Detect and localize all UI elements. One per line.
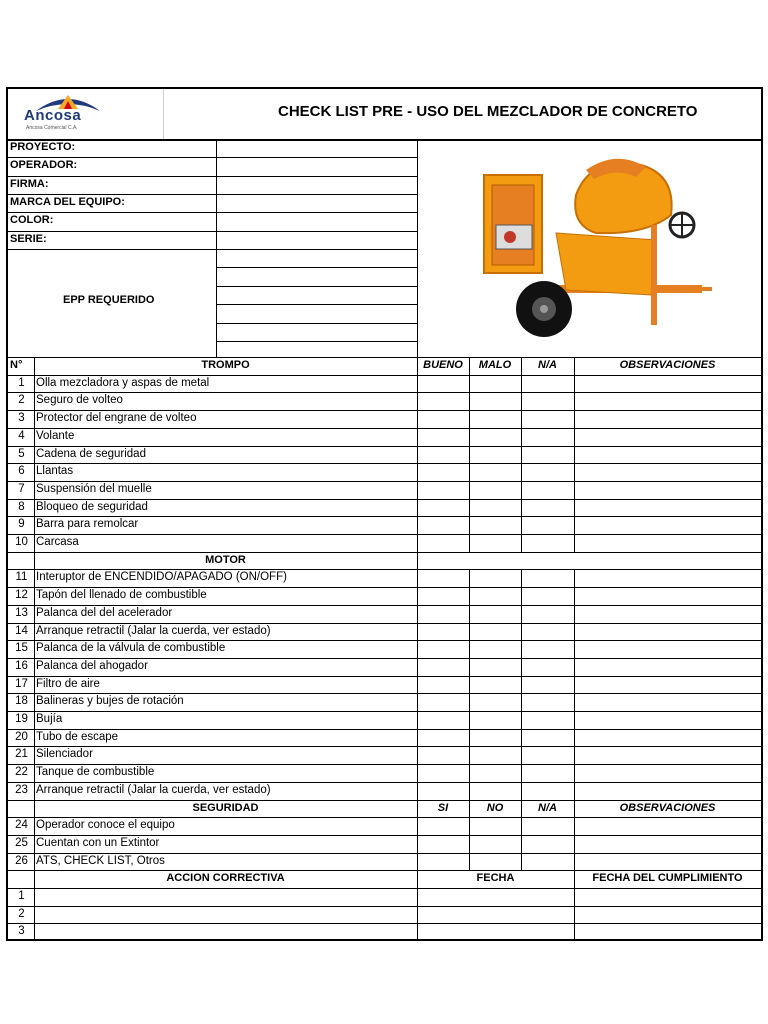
accion-header-item: ACCION CORRECTIVA xyxy=(166,872,285,885)
checklist-item: Arranque retractil (Jalar la cuerda, ver estado) xyxy=(36,783,271,796)
check-cell[interactable] xyxy=(470,836,520,852)
check-cell[interactable] xyxy=(470,783,520,799)
check-cell[interactable] xyxy=(522,535,573,551)
checklist-item: Barra para remolcar xyxy=(36,518,139,531)
observation-cell[interactable] xyxy=(575,429,760,445)
check-cell[interactable] xyxy=(418,747,468,763)
checklist-item: Tapón del llenado de combustible xyxy=(36,589,207,602)
check-cell[interactable] xyxy=(470,588,520,604)
check-cell[interactable] xyxy=(522,588,573,604)
accion-header-cumplimiento: FECHA DEL CUMPLIMIENTO xyxy=(592,872,743,885)
check-cell[interactable] xyxy=(418,606,468,622)
grid-line xyxy=(574,870,575,941)
check-cell[interactable] xyxy=(470,535,520,551)
accion-row-field[interactable] xyxy=(35,889,760,905)
check-cell[interactable] xyxy=(522,411,573,427)
grid-line xyxy=(216,341,418,342)
check-cell[interactable] xyxy=(418,482,468,498)
check-cell[interactable] xyxy=(418,677,468,693)
check-cell[interactable] xyxy=(470,747,520,763)
check-cell[interactable] xyxy=(470,429,520,445)
check-cell[interactable] xyxy=(522,854,573,870)
check-cell[interactable] xyxy=(470,500,520,516)
check-cell[interactable] xyxy=(418,730,468,746)
check-cell[interactable] xyxy=(418,588,468,604)
observation-cell[interactable] xyxy=(575,447,760,463)
item-number: 24 xyxy=(15,819,28,832)
observation-cell[interactable] xyxy=(575,393,760,409)
item-number: 9 xyxy=(18,518,25,531)
grid-line xyxy=(417,569,418,870)
check-cell[interactable] xyxy=(470,411,520,427)
checklist-item: Llantas xyxy=(36,465,74,478)
check-cell[interactable] xyxy=(522,818,573,834)
observation-cell[interactable] xyxy=(575,588,760,604)
check-cell[interactable] xyxy=(522,464,573,480)
item-number: 1 xyxy=(18,376,25,389)
trompo-header-c3: N/A xyxy=(538,359,557,371)
checklist-item: Protector del engrane de volteo xyxy=(36,412,197,425)
grid-line xyxy=(417,552,418,570)
logo-subtitle: Ancosa Comercial C.A. xyxy=(26,125,78,131)
accion-row-number: 2 xyxy=(18,907,25,920)
grid-line xyxy=(521,357,522,552)
check-cell[interactable] xyxy=(418,712,468,728)
item-number: 12 xyxy=(15,589,28,602)
grid-line xyxy=(216,139,217,357)
checklist-item: Balineras y bujes de rotación xyxy=(36,695,184,708)
observation-cell[interactable] xyxy=(575,747,760,763)
observation-cell[interactable] xyxy=(575,535,760,551)
grid-line xyxy=(216,323,418,324)
form-header xyxy=(8,89,761,141)
check-cell[interactable] xyxy=(522,641,573,657)
check-cell[interactable] xyxy=(418,429,468,445)
check-cell[interactable] xyxy=(470,482,520,498)
grid-line xyxy=(521,569,522,870)
check-cell[interactable] xyxy=(470,447,520,463)
checklist-item: Seguro de volteo xyxy=(36,394,123,407)
check-cell[interactable] xyxy=(418,464,468,480)
check-cell[interactable] xyxy=(522,694,573,710)
info-label-firma: FIRMA: xyxy=(10,177,49,190)
info-field-value[interactable] xyxy=(217,195,416,211)
ancosa-logo xyxy=(14,91,164,135)
check-cell[interactable] xyxy=(470,818,520,834)
item-number: 5 xyxy=(18,447,25,460)
check-cell[interactable] xyxy=(522,482,573,498)
checklist-item: Filtro de aire xyxy=(36,677,100,690)
item-number: 14 xyxy=(15,624,28,637)
info-field-value[interactable] xyxy=(217,232,416,248)
observation-cell[interactable] xyxy=(575,606,760,622)
check-cell[interactable] xyxy=(418,411,468,427)
observation-cell[interactable] xyxy=(575,570,760,586)
item-number: 10 xyxy=(15,536,28,548)
checklist-item: Bujía xyxy=(36,713,63,725)
check-cell[interactable] xyxy=(470,694,520,710)
checklist-item: ATS, CHECK LIST, Otros xyxy=(36,854,165,867)
grid-line xyxy=(8,249,418,250)
grid-line xyxy=(417,139,418,357)
grid-line xyxy=(216,304,418,305)
motor-section-title: MOTOR xyxy=(205,553,246,566)
item-number: 3 xyxy=(18,412,25,425)
observation-cell[interactable] xyxy=(575,411,760,427)
grid-line xyxy=(216,267,418,268)
accion-row-number: 3 xyxy=(18,925,25,938)
check-cell[interactable] xyxy=(470,659,520,675)
observation-cell[interactable] xyxy=(575,730,760,746)
checklist-item: Suspensión del muelle xyxy=(36,482,152,495)
check-cell[interactable] xyxy=(418,694,468,710)
check-cell[interactable] xyxy=(470,624,520,640)
item-number: 6 xyxy=(18,465,25,478)
info-field-value[interactable] xyxy=(217,158,416,174)
checklist-item: Silenciador xyxy=(36,748,93,761)
check-cell[interactable] xyxy=(522,376,573,392)
item-number: 18 xyxy=(15,695,28,708)
epp-label: EPP REQUERIDO xyxy=(63,294,155,306)
check-cell[interactable] xyxy=(522,730,573,746)
item-number: 15 xyxy=(15,642,28,655)
check-cell[interactable] xyxy=(470,517,520,533)
observation-cell[interactable] xyxy=(575,464,760,480)
check-cell[interactable] xyxy=(470,677,520,693)
check-cell[interactable] xyxy=(522,836,573,852)
observation-cell[interactable] xyxy=(575,517,760,533)
info-field-value[interactable] xyxy=(217,177,416,193)
accion-row-number: 1 xyxy=(18,890,25,902)
check-cell[interactable] xyxy=(522,606,573,622)
info-field-value[interactable] xyxy=(217,213,416,229)
check-cell[interactable] xyxy=(418,818,468,834)
seguridad-header-item: SEGURIDAD xyxy=(192,801,259,814)
check-cell[interactable] xyxy=(522,677,573,693)
checklist-sheet xyxy=(6,87,763,941)
observation-cell[interactable] xyxy=(575,376,760,392)
checklist-item: Cuentan con un Extintor xyxy=(36,836,160,849)
item-number: 19 xyxy=(15,713,28,725)
check-cell[interactable] xyxy=(522,447,573,463)
observation-cell[interactable] xyxy=(575,659,760,675)
checklist-item: Carcasa xyxy=(36,536,79,548)
checklist-item: Tubo de escape xyxy=(36,730,119,743)
check-cell[interactable] xyxy=(470,854,520,870)
check-cell[interactable] xyxy=(418,836,468,852)
checklist-item: Bloqueo de seguridad xyxy=(36,500,148,513)
grid-line xyxy=(469,357,470,552)
info-label-proyecto: PROYECTO: xyxy=(10,141,76,153)
logo-name: Ancosa xyxy=(24,107,82,124)
seguridad-header-c2: NO xyxy=(486,801,504,814)
item-number: 26 xyxy=(15,854,28,867)
item-number: 4 xyxy=(18,429,25,442)
check-cell[interactable] xyxy=(470,765,520,781)
info-label-serie: SERIE: xyxy=(10,232,47,245)
check-cell[interactable] xyxy=(418,447,468,463)
checklist-item: Tanque de combustible xyxy=(36,766,155,779)
trompo-header-item: TROMPO xyxy=(201,359,250,371)
observation-cell[interactable] xyxy=(575,765,760,781)
item-number: 13 xyxy=(15,606,28,619)
check-cell[interactable] xyxy=(470,606,520,622)
checklist-item: Operador conoce el equipo xyxy=(36,819,175,832)
item-number: 22 xyxy=(15,766,28,779)
observation-cell[interactable] xyxy=(575,836,760,852)
checklist-item: Arranque retractil (Jalar la cuerda, ver estado) xyxy=(36,624,271,637)
concrete-mixer-image xyxy=(476,155,716,345)
trompo-header-obs: OBSERVACIONES xyxy=(619,359,716,371)
header-num: N° xyxy=(10,359,23,371)
observation-cell[interactable] xyxy=(575,677,760,693)
check-cell[interactable] xyxy=(522,624,573,640)
check-cell[interactable] xyxy=(522,570,573,586)
item-number: 23 xyxy=(15,783,28,796)
check-cell[interactable] xyxy=(418,624,468,640)
observation-cell[interactable] xyxy=(575,482,760,498)
check-cell[interactable] xyxy=(418,783,468,799)
check-cell[interactable] xyxy=(470,464,520,480)
check-cell[interactable] xyxy=(418,376,468,392)
trompo-header-c1: BUENO xyxy=(423,359,463,371)
grid-line xyxy=(417,870,418,941)
grid-line xyxy=(574,357,575,552)
observation-cell[interactable] xyxy=(575,641,760,657)
info-label-operador: OPERADOR: xyxy=(10,159,78,172)
check-cell[interactable] xyxy=(522,712,573,728)
item-number: 25 xyxy=(15,836,28,849)
info-label-marcadelequipo: MARCA DEL EQUIPO: xyxy=(10,195,125,208)
observation-cell[interactable] xyxy=(575,854,760,870)
seguridad-header-c3: N/A xyxy=(538,801,557,814)
document-title: CHECK LIST PRE - USO DEL MEZCLADOR DE CONCRETO xyxy=(278,103,698,120)
check-cell[interactable] xyxy=(522,765,573,781)
check-cell[interactable] xyxy=(522,783,573,799)
checklist-item: Palanca del ahogador xyxy=(36,659,148,672)
check-cell[interactable] xyxy=(522,659,573,675)
checklist-item: Palanca de la válvula de combustible xyxy=(36,642,226,655)
grid-line xyxy=(574,569,575,870)
grid-line xyxy=(417,357,418,552)
observation-cell[interactable] xyxy=(575,624,760,640)
accion-row-field[interactable] xyxy=(35,924,760,940)
check-cell[interactable] xyxy=(418,500,468,516)
check-cell[interactable] xyxy=(418,854,468,870)
check-cell[interactable] xyxy=(418,535,468,551)
info-field-value[interactable] xyxy=(217,140,416,156)
observation-cell[interactable] xyxy=(575,783,760,799)
check-cell[interactable] xyxy=(470,570,520,586)
check-cell[interactable] xyxy=(418,393,468,409)
observation-cell[interactable] xyxy=(575,500,760,516)
grid-line xyxy=(216,286,418,287)
item-number: 20 xyxy=(15,730,28,743)
check-cell[interactable] xyxy=(522,517,573,533)
check-cell[interactable] xyxy=(470,641,520,657)
trompo-header-c2: MALO xyxy=(478,359,512,371)
observation-cell[interactable] xyxy=(575,694,760,710)
check-cell[interactable] xyxy=(522,747,573,763)
check-cell[interactable] xyxy=(470,730,520,746)
accion-row-field[interactable] xyxy=(35,907,760,923)
check-cell[interactable] xyxy=(522,393,573,409)
check-cell[interactable] xyxy=(522,429,573,445)
grid-line xyxy=(34,357,35,941)
seguridad-header-c1: SI xyxy=(437,801,449,814)
checklist-item: Interuptor de ENCENDIDO/APAGADO (ON/OFF) xyxy=(36,571,287,584)
checklist-item: Volante xyxy=(36,429,75,442)
observation-cell[interactable] xyxy=(575,818,760,834)
check-cell[interactable] xyxy=(418,570,468,586)
checklist-item: Palanca del del acelerador xyxy=(36,606,173,619)
item-number: 16 xyxy=(15,659,28,672)
checklist-item: Olla mezcladora y aspas de metal xyxy=(36,376,210,389)
check-cell[interactable] xyxy=(522,500,573,516)
item-number: 2 xyxy=(18,394,25,407)
accion-header-fecha: FECHA xyxy=(476,872,515,885)
check-cell[interactable] xyxy=(418,659,468,675)
item-number: 11 xyxy=(15,571,28,584)
item-number: 7 xyxy=(18,482,25,495)
item-number: 8 xyxy=(18,500,25,513)
check-cell[interactable] xyxy=(418,517,468,533)
check-cell[interactable] xyxy=(470,376,520,392)
checklist-item: Cadena de seguridad xyxy=(36,447,146,460)
observation-cell[interactable] xyxy=(575,712,760,728)
check-cell[interactable] xyxy=(470,393,520,409)
item-number: 17 xyxy=(15,677,28,690)
seguridad-header-obs: OBSERVACIONES xyxy=(619,801,716,814)
info-label-color: COLOR: xyxy=(10,214,54,227)
check-cell[interactable] xyxy=(470,712,520,728)
check-cell[interactable] xyxy=(418,765,468,781)
grid-line xyxy=(469,569,470,870)
check-cell[interactable] xyxy=(418,641,468,657)
item-number: 21 xyxy=(15,748,28,761)
